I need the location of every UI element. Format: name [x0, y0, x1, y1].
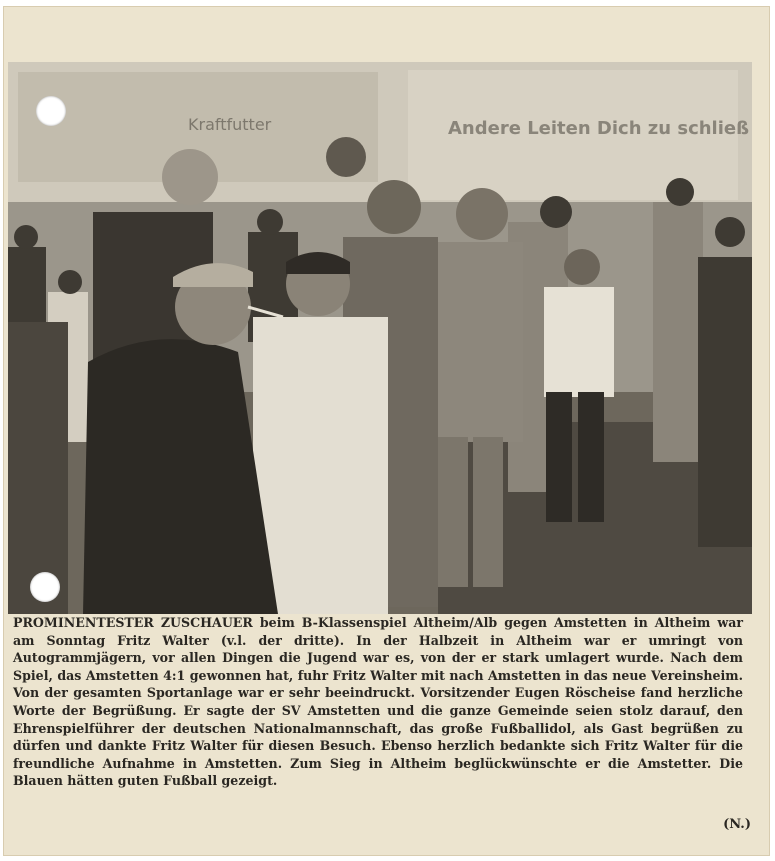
punch-hole-top	[36, 96, 66, 126]
left-edge-figure	[8, 322, 68, 614]
photo-illustration	[8, 62, 752, 614]
caption-body: beim B-Klassenspiel Altheim/Alb gegen Amstetten in Altheim war am Sonntag Fritz Walter (v.l. der dritte). In der Halbzeit in Altheim war er umringt von Autogrammjägern, vor allen Dingen die Jugend war es, von der er stark umlagert wurde. Nach dem Spiel, das Amstetten 4:1 gewonnen hat, fuhr Fritz Walter mit nach Amstetten in das neue Vereinsheim. Von der gesamten Sportanlage war er sehr beeindruckt. Vorsitzender Eugen Röscheise fand herzliche Worte der Begrüßung. Er sagte der SV Amstetten und die ganze Gemeinde seien stolz darauf, den Ehrenspielführer der deutschen Nationalmannschaft, das große Fußballidol, als Gast begrüßen zu dürfen und dankte Fritz Walter für diesen Besuch. Ebenso herzlich bedankte sich Fritz Walter für die freundliche Aufnahme in Amstetten. Zum Sieg in Altheim beglückwünschte er die Amstetter. Die Blauen hätten guten Fußball gezeigt.	[13, 615, 743, 789]
billboard-left-text: Kraftfutter	[188, 115, 272, 134]
photo-caption	[13, 614, 743, 790]
billboard-right-text: Andere Leiten Dich zu schließ	[448, 118, 750, 139]
author-signature: (N.)	[723, 817, 751, 832]
punch-hole-bottom	[30, 572, 60, 602]
crowd-photo	[8, 62, 752, 614]
caption-heading: PROMINENTESTER ZUSCHAUER	[13, 615, 253, 630]
boy-in-white-sweater	[544, 249, 614, 522]
